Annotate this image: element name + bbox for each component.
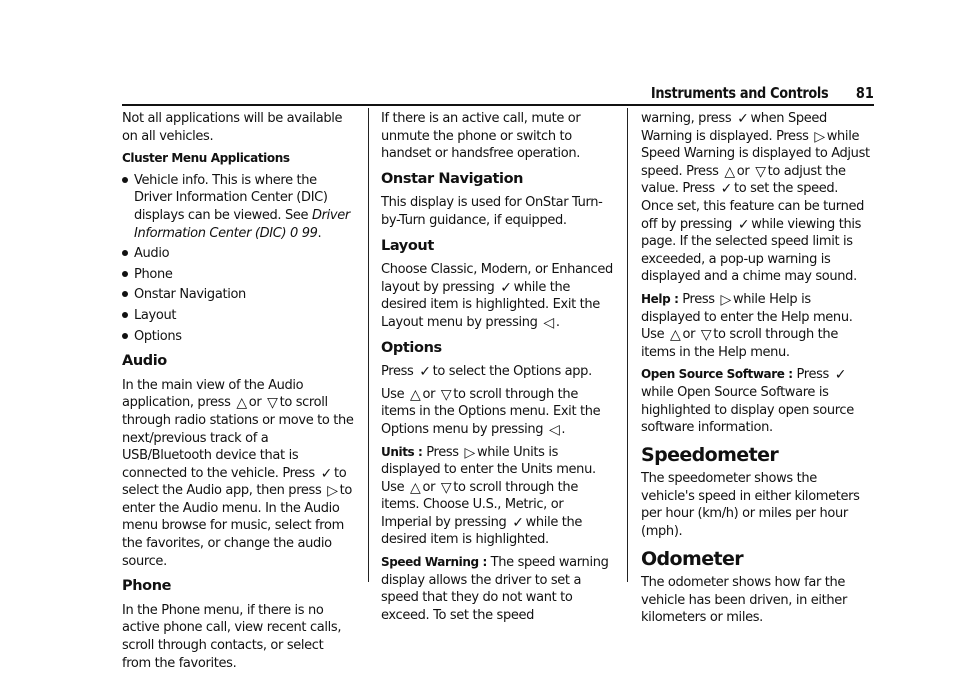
list-item: Vehicle info. This is where the Driver Information Center (DIC) displays can be viewed. See Driver Information Center (DIC) 0 99.: [122, 172, 354, 242]
checkmark-icon: ✓: [737, 111, 749, 127]
units-paragraph: Units : Press ▷ while Units is displayed to enter the Units menu. Use △ or ▽ to scroll through the items. Choose U.S., Metric, or Imperial by pressing ✓ while the desired item is highlighted.: [381, 444, 596, 548]
column-divider-2: [627, 108, 628, 582]
speedometer-heading: Speedometer: [641, 443, 779, 466]
list-item: Options: [122, 328, 354, 346]
down-arrow-icon: ▽: [700, 327, 712, 344]
options-paragraph-2: Use △ or ▽ to scroll through the items in the Options menu. Exit the Options menu by pressing ◁ .: [381, 386, 601, 438]
bullet-icon: [122, 312, 128, 318]
checkmark-icon: ✓: [419, 364, 431, 381]
checkmark-icon: ✓: [512, 514, 524, 531]
down-arrow-icon: ▽: [267, 395, 278, 412]
audio-heading: Audio: [122, 353, 167, 370]
phone-heading: Phone: [122, 578, 172, 595]
running-head-title: Instruments and Controls: [650, 84, 828, 102]
down-arrow-icon: ▽: [440, 386, 452, 403]
speedometer-paragraph: The speedometer shows the vehicle's speed in either kilometers per hour (km/h) or miles per hour (mph).: [641, 471, 860, 540]
bullet-icon: [122, 250, 128, 256]
up-arrow-icon: △: [410, 386, 421, 403]
list-item: Onstar Navigation: [122, 286, 354, 304]
speed-warning-label: Speed Warning :: [381, 555, 487, 570]
back-arrow-icon: ◁: [549, 421, 560, 438]
layout-paragraph: Choose Classic, Modern, or Enhanced layout by pressing ✓ while the desired item is highlighted. Exit the Layout menu by pressing ◁ .: [381, 262, 613, 331]
bullet-icon: [122, 177, 128, 183]
intro-paragraph: Not all applications will be available on all vehicles.: [122, 111, 343, 144]
cluster-menu-heading: Cluster Menu Applications: [122, 151, 290, 166]
page-ref-arrow-icon: 0: [289, 225, 298, 241]
checkmark-icon: ✓: [720, 181, 732, 198]
checkmark-icon: ✓: [320, 465, 332, 482]
audio-paragraph: In the main view of the Audio application, press △ or ▽ to scroll through radio stations or move to the next/previous track of a USB/Bluetooth device that is connected to the vehicle. Press ✓ to select the Audio app, then press ▷ to enter the Audio menu. In the Audio menu browse for music, select from the favorites, or change the audio source.: [122, 377, 354, 569]
back-arrow-icon: ◁: [543, 314, 554, 331]
options-heading: Options: [381, 339, 442, 356]
list-item: Phone: [122, 266, 354, 284]
column-2: [381, 110, 613, 629]
checkmark-icon: ✓: [500, 279, 512, 296]
up-arrow-icon: △: [236, 395, 247, 412]
page-header: [122, 84, 874, 105]
layout-heading: Layout: [381, 237, 434, 254]
up-arrow-icon: △: [410, 479, 421, 496]
right-arrow-icon: ▷: [464, 444, 475, 461]
right-arrow-icon: ▷: [720, 291, 731, 308]
right-arrow-icon: ▷: [327, 483, 338, 500]
header-rule: [122, 104, 874, 106]
right-arrow-icon: ▷: [814, 128, 825, 145]
active-call-paragraph: If there is an active call, mute or unmute the phone or switch to handset or handsfree operation.: [381, 111, 581, 162]
cluster-menu-list: [122, 172, 354, 345]
cross-reference[interactable]: Driver Information Center (DIC): [134, 207, 350, 241]
column-1: [122, 110, 354, 677]
help-label: Help :: [641, 291, 679, 306]
open-source-label: Open Source Software :: [641, 367, 793, 382]
page-number: 81: [856, 84, 874, 102]
bullet-icon: [122, 291, 128, 297]
checkmark-icon: ✓: [737, 216, 750, 233]
options-paragraph-1: Press ✓ to select the Options app.: [381, 364, 592, 381]
onstar-navigation-heading: Onstar Navigation: [381, 170, 524, 187]
down-arrow-icon: ▽: [440, 479, 452, 496]
odometer-heading: Odometer: [641, 547, 744, 570]
phone-paragraph: In the Phone menu, if there is no active phone call, view recent calls, scroll through contacts, or select from the favorites.: [122, 602, 342, 671]
onstar-paragraph: This display is used for OnStar Turn-by-Turn guidance, if equipped.: [381, 195, 603, 228]
column-divider-1: [368, 108, 369, 582]
column-3: [641, 110, 873, 632]
up-arrow-icon: △: [670, 327, 681, 344]
list-item: Audio: [122, 245, 354, 263]
units-label: Units :: [381, 444, 423, 459]
checkmark-icon: ✓: [834, 367, 847, 384]
odometer-paragraph: The odometer shows how far the vehicle has been driven, in either kilometers or miles.: [641, 575, 847, 626]
open-source-paragraph: Open Source Software : Press ✓while Open Source Software is highlighted to display open source software information.: [641, 367, 854, 436]
bullet-icon: [122, 271, 128, 277]
speed-warning-paragraph: Speed Warning : The speed warning display allows the driver to set a speed that they do not want to exceed. To set the speed: [381, 555, 609, 623]
list-item: Layout: [122, 307, 354, 325]
up-arrow-icon: △: [724, 163, 735, 180]
speed-warning-continued: warning, press ✓ when Speed Warning is displayed. Press ▷ while Speed Warning is displayed to Adjust speed. Press △ or ▽ to adjust the value. Press ✓ to set the speed. Once set, this feature can be turned off by pressing ✓ while viewing this page. If the selected speed limit is exceeded, a pop-up warning is displayed and a chime may sound.: [641, 111, 870, 285]
help-paragraph: Help : Press ▷ while Help is displayed to enter the Help menu. Use △ or ▽ to scroll through the items in the Help menu.: [641, 291, 853, 360]
down-arrow-icon: ▽: [755, 163, 766, 180]
page-reference[interactable]: 99: [301, 225, 318, 241]
bullet-icon: [122, 333, 128, 339]
